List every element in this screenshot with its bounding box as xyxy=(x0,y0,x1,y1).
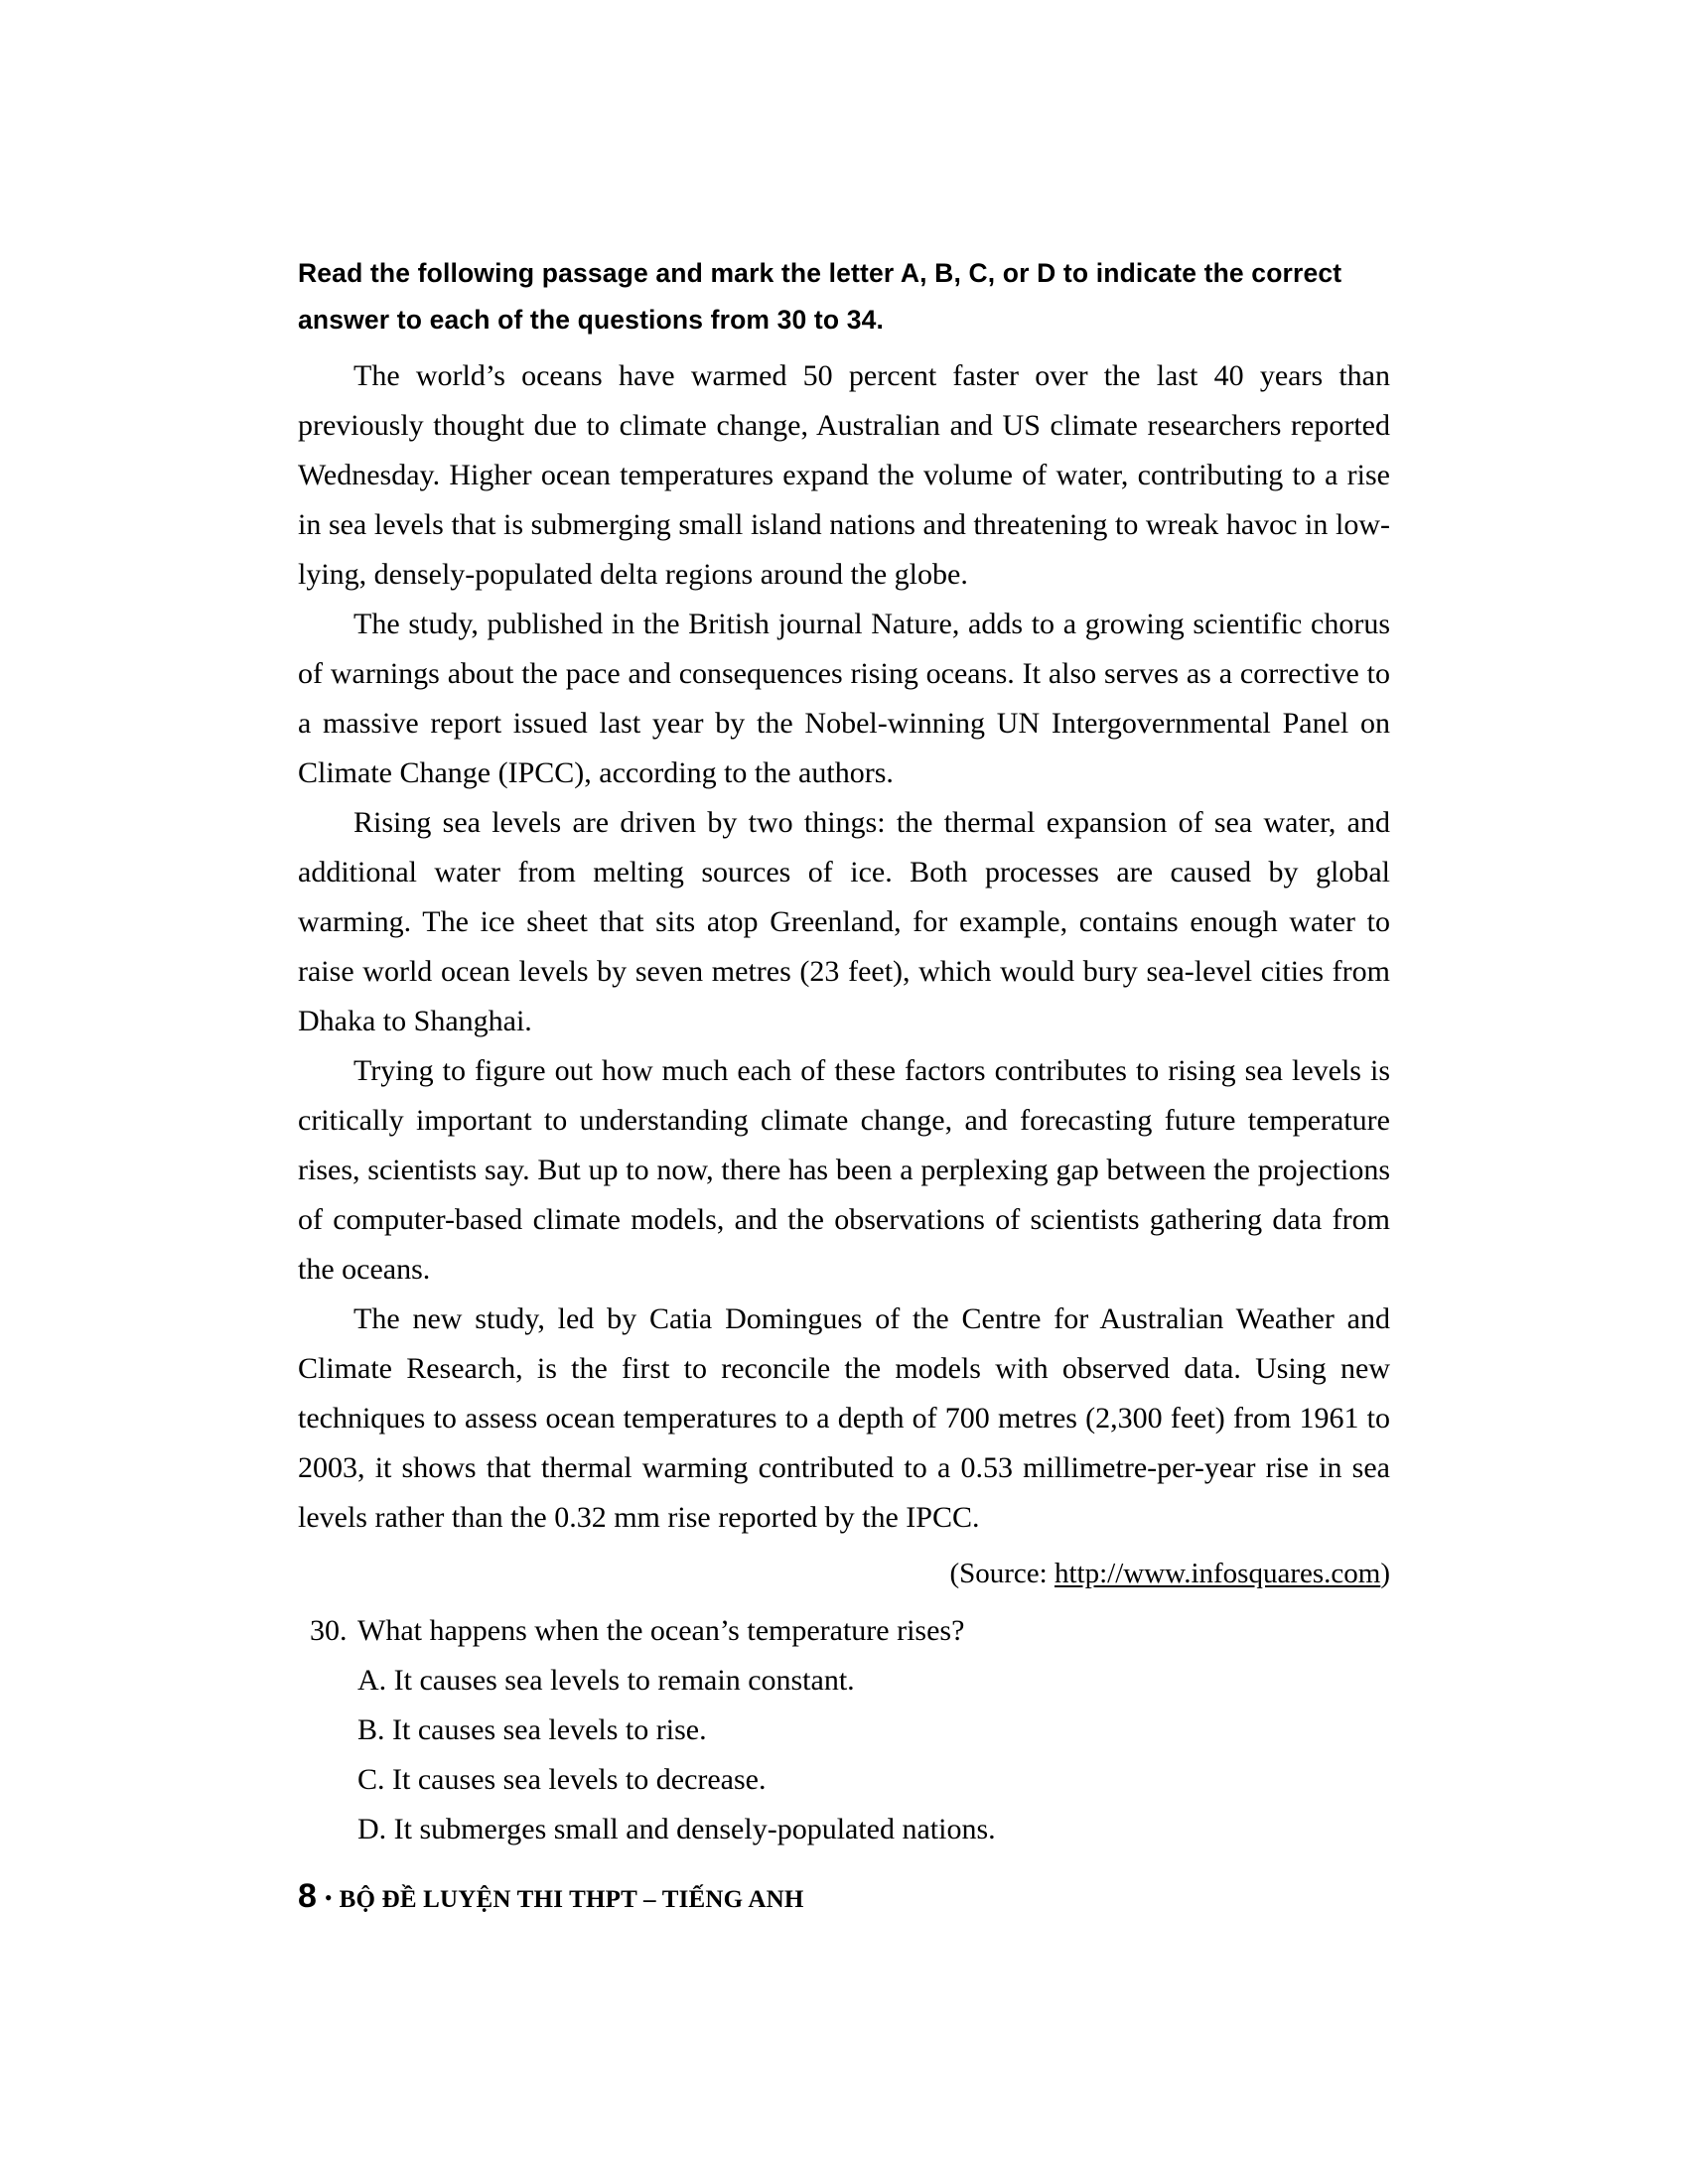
source-url-link[interactable]: http://www.infosquares.com xyxy=(1054,1558,1381,1589)
footer-separator-dot: • xyxy=(324,1885,333,1910)
answer-option-d[interactable]: D. It submerges small and densely-populated nations. xyxy=(357,1813,996,1845)
passage-paragraph: Trying to figure out how much each of these factors contributes to rising sea levels is critically important to understanding climate change, and forecasting future temperature rises, scientists say. But up to now, there has been a perplexing gap between the projections of computer-based climate models, and the observations of scientists gathering data from the oceans. xyxy=(298,1054,1390,1286)
footer-page-number: 8 xyxy=(298,1877,317,1915)
passage-paragraph: The world’s oceans have warmed 50 percent faster over the last 40 years than previously thought due to climate change, Australian and US climate researchers reported Wednesday. Higher ocean temperatures expand the volume of water, contributing to a rise in sea levels that is submerging small island nations and threatening to wreak havoc in low-lying, densely-populated delta regions around the globe. xyxy=(298,359,1390,591)
source-credit xyxy=(298,1549,1390,1598)
source-prefix: (Source: xyxy=(949,1558,1055,1589)
source-suffix: ) xyxy=(1380,1558,1390,1589)
instruction-heading: Read the following passage and mark the letter A, B, C, or D to indicate the correct answer to each of the questions from 30 to 34. xyxy=(298,258,1342,335)
page-footer xyxy=(298,1879,804,1917)
page-content xyxy=(298,250,1390,1854)
passage-paragraph: Rising sea levels are driven by two things: the thermal expansion of sea water, and additional water from melting sources of ice. Both processes are caused by global warming. The ice sheet that sits atop Greenland, for example, contains enough water to raise world ocean levels by seven metres (23 feet), which would bury sea-level cities from Dhaka to Shanghai. xyxy=(298,806,1390,1037)
answer-option-a[interactable]: A. It causes sea levels to remain constant. xyxy=(357,1664,855,1697)
passage-paragraph: The new study, led by Catia Domingues of the Centre for Australian Weather and Climate Research, is the first to reconcile the models with observed data. Using new techniques to assess ocean temperatures to a depth of 700 metres (2,300 feet) from 1961 to 2003, it shows that thermal warming contributed to a 0.53 millimetre-per-year rise in sea levels rather than the 0.32 mm rise reported by the IPCC. xyxy=(298,1302,1390,1534)
passage-paragraph: The study, published in the British journal Nature, adds to a growing scientific chorus of warnings about the pace and consequences rising oceans. It also serves as a corrective to a massive report issued last year by the Nobel-winning UN Intergovernmental Panel on Climate Change (IPCC), according to the authors. xyxy=(298,608,1390,789)
question-block-30 xyxy=(298,1606,1390,1854)
question-text: What happens when the ocean’s temperature rises? xyxy=(357,1614,965,1647)
question-stem xyxy=(310,1606,1390,1656)
question-number: 30. xyxy=(310,1614,348,1647)
reading-passage xyxy=(298,351,1390,1543)
footer-book-title: BỘ ĐỀ LUYỆN THI THPT – TIẾNG ANH xyxy=(339,1886,804,1913)
answer-option-b[interactable]: B. It causes sea levels to rise. xyxy=(357,1713,707,1746)
answer-option-c[interactable]: C. It causes sea levels to decrease. xyxy=(357,1763,767,1796)
